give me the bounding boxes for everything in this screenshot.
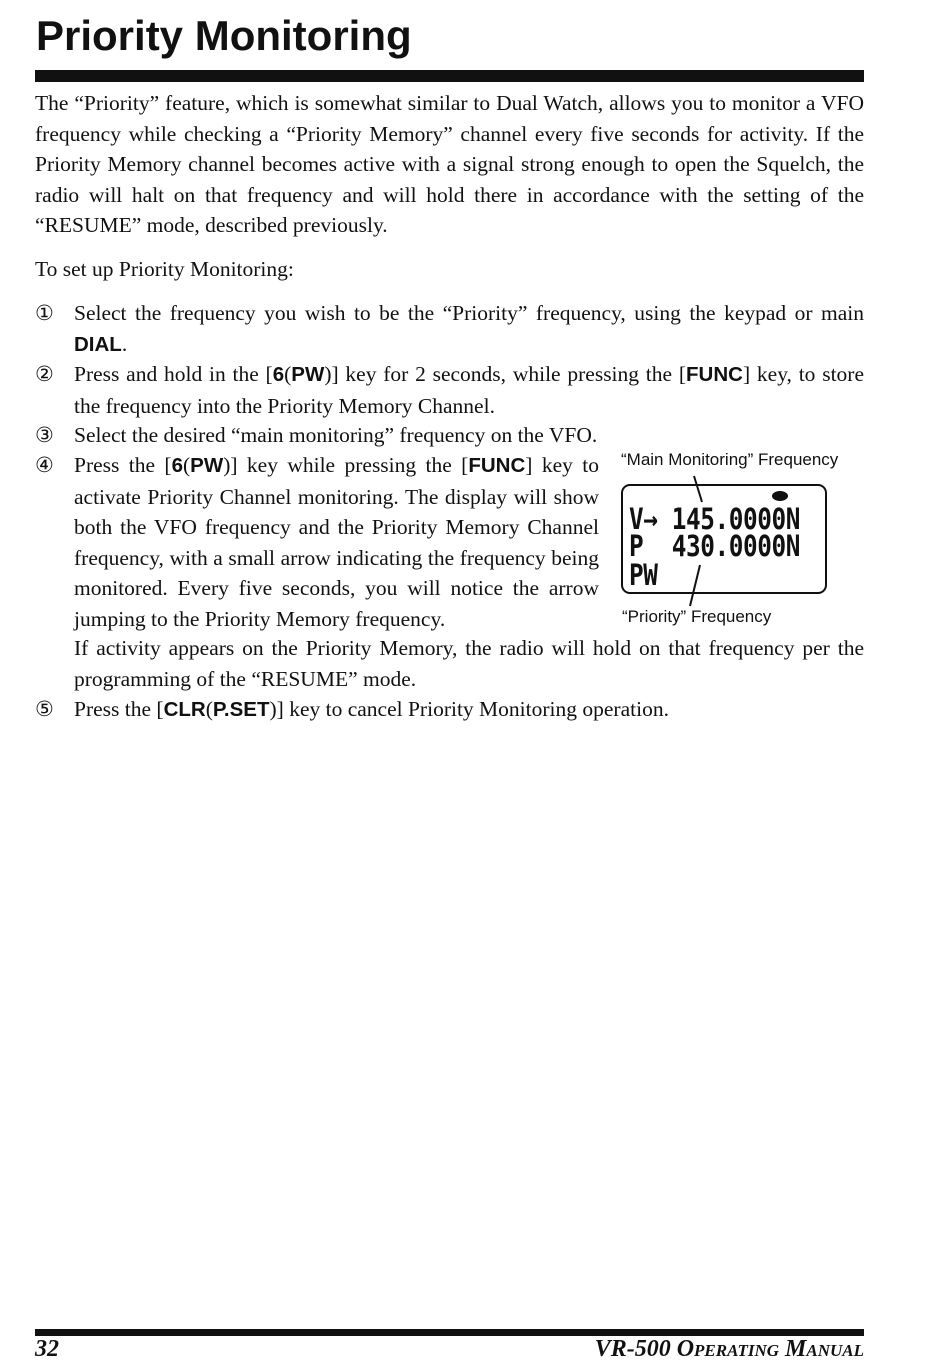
step-4-text: Press the [6(PW)] key while pressing the [FUNC] key to activate Priority Channel monitoring. The display will show both the VFO frequency and the Priority Memory Channel frequency, with a small arrow indicating the frequency being monitored. Every five seconds, you will notice the arrow jumping to the Priority Memory frequency. [74,453,599,631]
title-rule [35,70,864,82]
lcd-display [621,484,827,594]
step-2-text: Press and hold in the [6(PW)] key for 2 seconds, while pressing the [FUNC] key, to store the frequency into the Priority Memory Channel. [74,362,865,418]
footer-rule [35,1329,864,1336]
step-1-number: ① [35,301,54,325]
step-2-number: ② [35,362,54,386]
key-pw-label: PW [291,363,325,386]
key-6-label: 6 [171,454,183,477]
priority-frequency-caption: “Priority” Frequency [622,607,772,626]
key-func-label: FUNC [686,363,743,386]
step-4-continued-text: If activity appears on the Priority Memory, the radio will hold on that frequency per the programming of the “RESUME” mode. [74,636,864,691]
step-4-number: ④ [35,453,54,477]
step-5-number: ⑤ [35,697,54,721]
step-2 [35,359,864,421]
step-1-text: Select the frequency you wish to be the “Priority” frequency, using the keypad or main DIAL. [74,301,864,356]
key-clr-label: CLR [163,698,206,721]
step-1 [35,298,864,360]
step-5 [35,694,864,725]
lcd-vfo-line: V→ 145.0000N [629,502,800,536]
setup-heading: To set up Priority Monitoring: [35,257,294,281]
key-6-label: 6 [272,363,285,386]
step-3 [35,420,864,451]
key-func-label: FUNC [468,454,526,477]
key-pset-label: P.SET [212,698,270,721]
intro-paragraph: The “Priority” feature, which is somewhat similar to Dual Watch, allows you to monitor a VFO frequency while checking a “Priority Memory” channel every five seconds for activity. If the Priority Memory channel becomes active with a signal strong enough to open the Squelch, the radio will halt on that frequency and will hold there in accordance with the setting of the “RESUME” mode, described previously. [35,91,864,237]
step-5-text: Press the [CLR(P.SET)] key to cancel Priority Monitoring operation. [74,697,669,721]
page-title: Priority Monitoring [36,12,412,59]
dial-key-label: DIAL [74,332,122,356]
lcd-mode-line: PW [629,558,658,592]
main-monitoring-caption: “Main Monitoring” Frequency [621,450,839,469]
step-3-number: ③ [35,423,54,447]
lcd-priority-line: P 430.0000N [629,529,800,563]
page-number: 32 [35,1336,59,1362]
step-3-text: Select the desired “main monitoring” frequency on the VFO. [74,423,598,447]
key-pw-label: PW [190,454,224,477]
manual-title: VR-500 Operating Manual [594,1336,864,1362]
